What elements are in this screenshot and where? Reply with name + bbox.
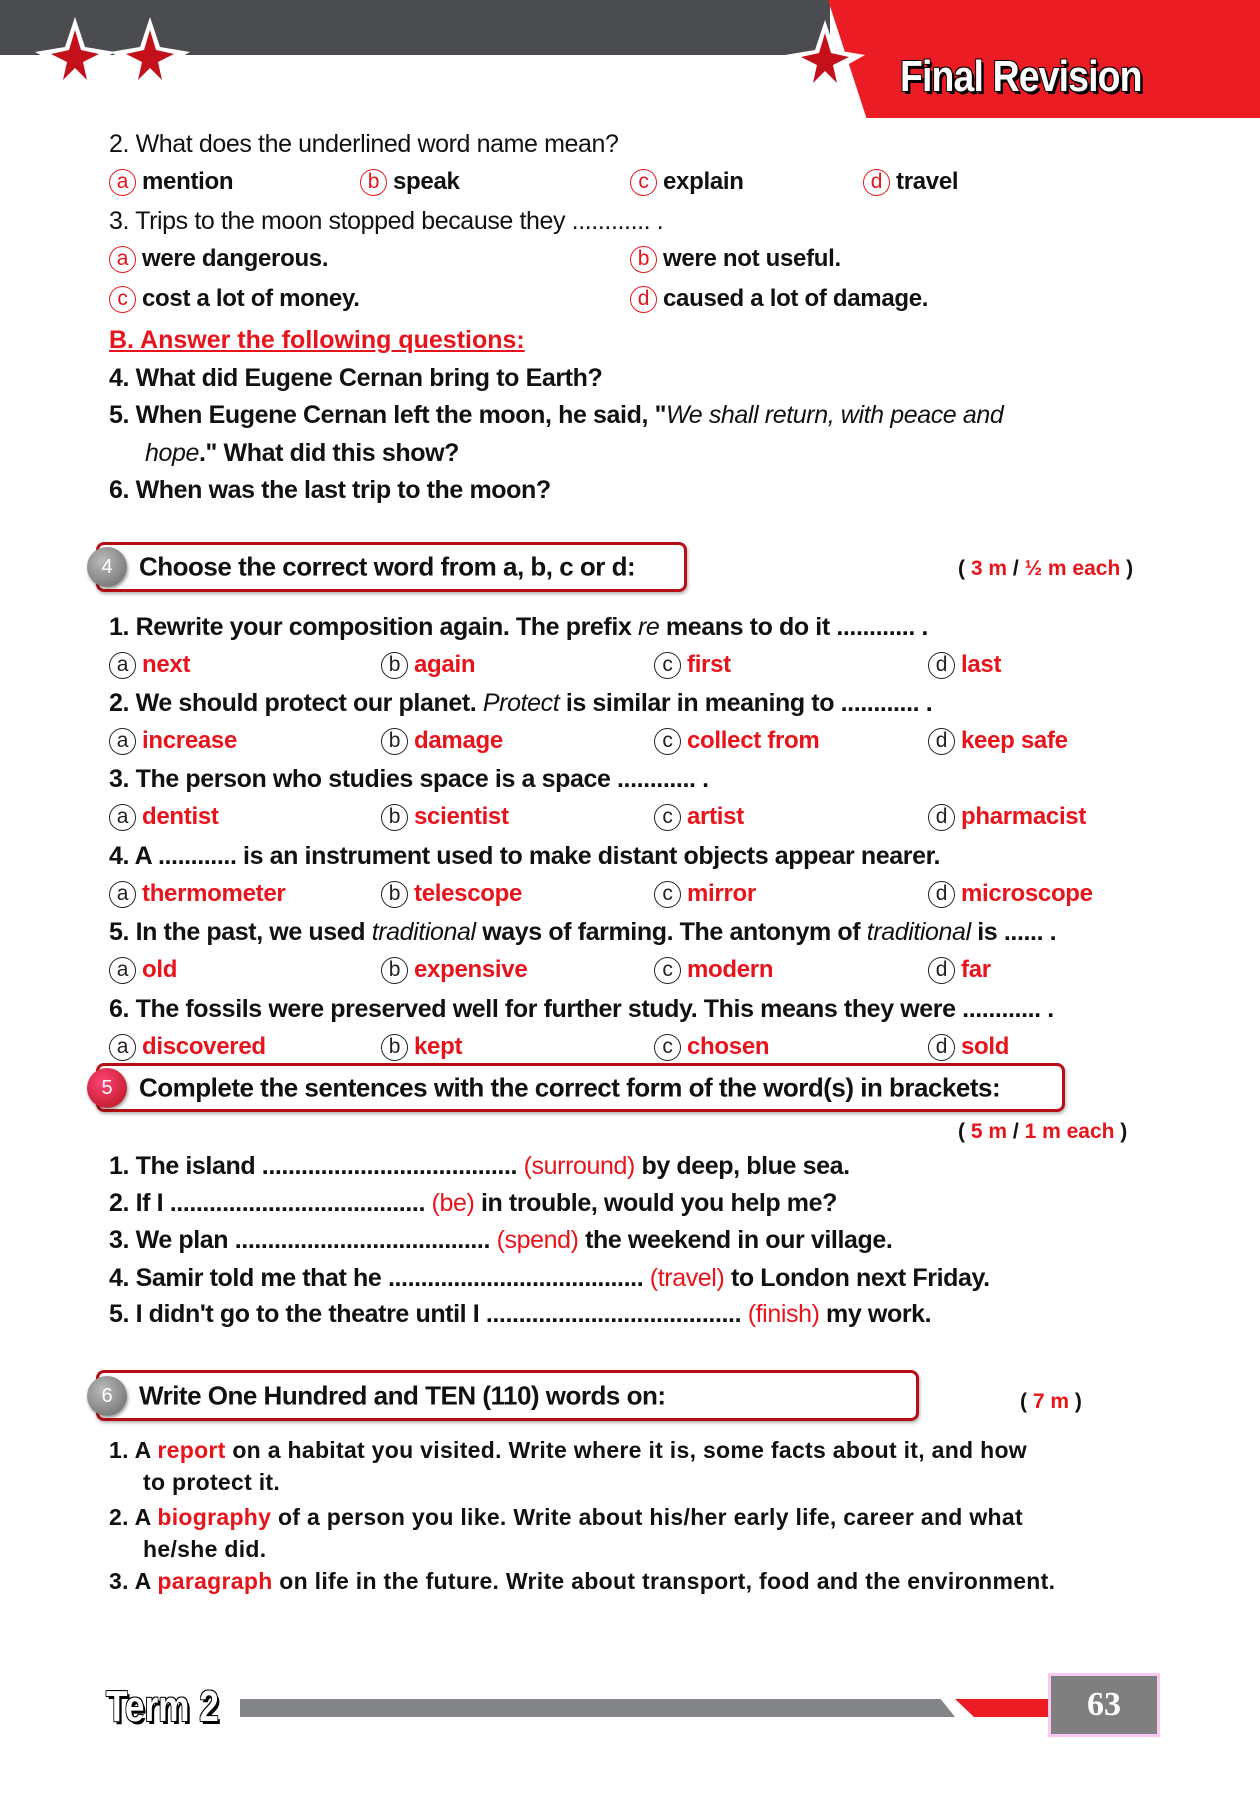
option-d[interactable] <box>928 727 1068 755</box>
footer-grey-bar <box>240 1699 955 1717</box>
option-b[interactable] <box>630 245 841 273</box>
bracket-word: (travel) <box>649 1264 725 1292</box>
option-text: caused a lot of damage. <box>663 285 929 312</box>
question-text: 6. The fossils were preserved well for further study. This means they were ............ . <box>109 995 1054 1023</box>
section-5-marks: ( 5 m / 1 m each ) <box>958 1120 1128 1143</box>
option-text: mention <box>142 168 234 195</box>
option-b[interactable] <box>381 1033 462 1061</box>
writing-topic-2 <box>109 1504 1023 1531</box>
writing-topic-1 <box>109 1437 1027 1464</box>
option-text: increase <box>142 727 238 754</box>
option-text: first <box>687 651 731 678</box>
question-2 <box>109 689 932 718</box>
option-letter-b: b <box>381 1034 408 1061</box>
bracket-word: (finish) <box>747 1300 820 1328</box>
option-text: keep safe <box>961 727 1068 754</box>
option-c[interactable] <box>654 651 731 679</box>
section-title: Choose the correct word from a, b, c or d: <box>139 551 636 582</box>
option-letter-d: d <box>928 804 955 831</box>
question-3 <box>109 765 709 794</box>
option-a[interactable] <box>109 956 177 984</box>
option-c[interactable] <box>109 285 360 313</box>
sentence-text: to London next Friday. <box>730 1264 990 1292</box>
option-letter-d: d <box>928 728 955 755</box>
q5-text: ." What did this show? <box>199 439 459 467</box>
option-text: modern <box>687 956 774 983</box>
writing-topic-cont: to protect it. <box>143 1469 281 1495</box>
question-2: 2. What does the underlined word name mean? <box>109 130 619 158</box>
option-letter-b: b <box>381 881 408 908</box>
question-text: 3. The person who studies space is a space ............ . <box>109 765 709 793</box>
option-b[interactable] <box>381 956 527 984</box>
question-5 <box>109 918 1056 947</box>
option-b[interactable] <box>360 168 460 196</box>
option-text: cost a lot of money. <box>142 285 360 312</box>
part-b-heading: B. Answer the following questions: <box>109 326 525 354</box>
option-text: explain <box>663 168 744 195</box>
option-text: dentist <box>142 803 219 830</box>
option-b[interactable] <box>381 727 503 755</box>
topic-number: 1. A <box>109 1437 158 1463</box>
option-c[interactable] <box>654 880 756 908</box>
option-d[interactable] <box>928 651 1001 679</box>
option-a[interactable] <box>109 1033 266 1061</box>
option-text: were not useful. <box>663 245 841 272</box>
option-letter-a: a <box>109 957 136 984</box>
option-letter-b: b <box>381 728 408 755</box>
option-letter-a: a <box>109 728 136 755</box>
question-italic-word: traditional <box>371 918 476 946</box>
question-text: 1. Rewrite your composition again. The prefix <box>109 613 638 641</box>
option-b[interactable] <box>381 880 522 908</box>
option-text: thermometer <box>142 880 286 907</box>
page-number-box <box>1048 1673 1160 1737</box>
option-text: microscope <box>961 880 1093 907</box>
option-letter-b: b <box>381 652 408 679</box>
bracket-word: (surround) <box>523 1152 635 1180</box>
question-text: means to do it ............ . <box>659 613 928 641</box>
option-text: telescope <box>414 880 523 907</box>
option-text: sold <box>961 1033 1010 1060</box>
q5-quote: We shall return, with peace and <box>666 401 1004 429</box>
option-letter-c: c <box>654 1034 681 1061</box>
option-text: expensive <box>414 956 528 983</box>
option-letter-b: b <box>381 957 408 984</box>
sentence-text: in trouble, would you help me? <box>480 1189 838 1217</box>
option-letter-a: a <box>109 169 136 196</box>
option-a[interactable] <box>109 168 233 196</box>
option-text: were dangerous. <box>142 245 329 272</box>
option-d[interactable] <box>863 168 958 196</box>
option-b[interactable] <box>381 803 509 831</box>
option-c[interactable] <box>630 168 744 196</box>
option-text: scientist <box>414 803 509 830</box>
option-text: mirror <box>687 880 756 907</box>
option-d[interactable] <box>928 1033 1009 1061</box>
sentence-5 <box>109 1300 931 1329</box>
option-letter-a: a <box>109 804 136 831</box>
option-text: old <box>142 956 178 983</box>
option-c[interactable] <box>654 727 819 755</box>
option-letter-a: a <box>109 1034 136 1061</box>
option-text: next <box>142 651 191 678</box>
option-letter-c: c <box>109 286 136 313</box>
header-title: Final Revision <box>900 52 1142 101</box>
section-6-marks: ( 7 m ) <box>1020 1390 1082 1413</box>
option-letter-c: c <box>654 652 681 679</box>
section-6-header <box>96 1370 919 1421</box>
sentence-text: 3. We plan ....................................... <box>109 1226 491 1254</box>
sentence-text: 4. Samir told me that he ....................................... <box>109 1264 644 1292</box>
option-letter-c: c <box>654 804 681 831</box>
option-a[interactable] <box>109 880 285 908</box>
footer-red-bar <box>955 1699 1050 1717</box>
question-5-cont <box>145 439 459 468</box>
option-text: artist <box>687 803 744 830</box>
question-text: is similar in meaning to ............ . <box>559 689 933 717</box>
section-number-badge: 6 <box>87 1376 127 1416</box>
sentence-1 <box>109 1152 850 1181</box>
section-title: Complete the sentences with the correct form of the word(s) in brackets: <box>139 1072 1001 1102</box>
option-text: kept <box>414 1033 463 1060</box>
topic-number: 3. A <box>109 1568 158 1594</box>
writing-topic-3 <box>109 1568 1055 1595</box>
option-text: again <box>414 651 476 678</box>
option-letter-a: a <box>109 652 136 679</box>
option-a[interactable] <box>109 803 219 831</box>
option-text: damage <box>414 727 503 754</box>
option-letter-c: c <box>654 957 681 984</box>
question-text: is ...... . <box>970 918 1057 946</box>
bracket-word: (spend) <box>496 1226 579 1254</box>
option-d[interactable] <box>928 880 1093 908</box>
option-letter-c: c <box>654 881 681 908</box>
question-3: 3. Trips to the moon stopped because they ............ . <box>109 207 664 235</box>
question-4: 4. What did Eugene Cernan bring to Earth? <box>109 364 603 392</box>
sentence-text: my work. <box>826 1300 932 1328</box>
option-letter-d: d <box>928 652 955 679</box>
section-4-header <box>96 542 687 592</box>
section-number-badge: 5 <box>87 1068 127 1108</box>
option-letter-d: d <box>928 957 955 984</box>
option-a[interactable] <box>109 245 328 273</box>
section-title: Write One Hundred and TEN (110) words on: <box>139 1380 666 1410</box>
topic-kind: paragraph <box>157 1568 273 1594</box>
option-text: collect from <box>687 727 820 754</box>
sentence-text: 2. If I ....................................... <box>109 1189 425 1217</box>
option-text: discovered <box>142 1033 266 1060</box>
topic-text: of a person you like. Write about his/her early life, career and what <box>271 1504 1023 1530</box>
option-text: last <box>961 651 1002 678</box>
sentence-3 <box>109 1226 892 1255</box>
option-text: chosen <box>687 1033 770 1060</box>
star-icon <box>775 15 875 105</box>
question-text: 5. In the past, we used <box>109 918 372 946</box>
question-6: 6. When was the last trip to the moon? <box>109 476 551 504</box>
topic-text: on a habitat you visited. Write where it is, some facts about it, and how <box>225 1437 1027 1463</box>
writing-topic-cont: he/she did. <box>143 1536 267 1562</box>
option-d[interactable] <box>630 285 928 313</box>
question-1 <box>109 613 928 642</box>
option-text: speak <box>393 168 460 195</box>
topic-text: on life in the future. Write about transport, food and the environment. <box>272 1568 1056 1594</box>
option-letter-a: a <box>109 881 136 908</box>
sentence-text: by deep, blue sea. <box>641 1152 850 1180</box>
sentence-text: the weekend in our village. <box>585 1226 893 1254</box>
option-c[interactable] <box>654 956 773 984</box>
sentence-text: 5. I didn't go to the theatre until I ....................................... <box>109 1300 742 1328</box>
option-b[interactable] <box>381 651 475 679</box>
page-number: 63 <box>1087 1686 1121 1723</box>
question-text: 4. A ............ is an instrument used to make distant objects appear nearer. <box>109 842 941 870</box>
sentence-text: 1. The island ....................................... <box>109 1152 518 1180</box>
footer-term-label: Term 2 <box>106 1682 219 1731</box>
question-italic-word: traditional <box>866 918 971 946</box>
question-text: 2. We should protect our planet. <box>109 689 483 717</box>
option-letter-c: c <box>654 728 681 755</box>
option-c[interactable] <box>654 1033 769 1061</box>
question-6 <box>109 995 1054 1024</box>
question-5 <box>109 401 1003 430</box>
option-letter-a: a <box>109 246 136 273</box>
section-5-header <box>96 1063 1065 1112</box>
option-text: travel <box>896 168 959 195</box>
option-text: far <box>961 956 991 983</box>
option-d[interactable] <box>928 803 1086 831</box>
question-italic-word: re <box>637 613 660 641</box>
question-4 <box>109 842 940 871</box>
option-letter-d: d <box>863 169 890 196</box>
option-letter-c: c <box>630 169 657 196</box>
option-c[interactable] <box>654 803 744 831</box>
bracket-word: (be) <box>431 1189 475 1217</box>
topic-kind: report <box>157 1437 226 1463</box>
question-text: ways of farming. The antonym of <box>475 918 867 946</box>
option-letter-d: d <box>928 1034 955 1061</box>
section-4-marks: ( 3 m / ½ m each ) <box>958 557 1134 580</box>
section-number-badge: 4 <box>87 547 127 587</box>
question-italic-word: Protect <box>482 689 560 717</box>
option-a[interactable] <box>109 651 190 679</box>
option-letter-d: d <box>630 286 657 313</box>
topic-number: 2. A <box>109 1504 158 1530</box>
sentence-4 <box>109 1264 990 1293</box>
sentence-2 <box>109 1189 837 1218</box>
option-a[interactable] <box>109 727 237 755</box>
option-text: pharmacist <box>961 803 1087 830</box>
topic-kind: biography <box>157 1504 272 1530</box>
q5-text: 5. When Eugene Cernan left the moon, he said, " <box>109 401 667 429</box>
option-letter-b: b <box>381 804 408 831</box>
option-letter-b: b <box>630 246 657 273</box>
stars-icon <box>25 12 205 102</box>
option-d[interactable] <box>928 956 991 984</box>
option-letter-b: b <box>360 169 387 196</box>
q5-quote: hope <box>145 439 200 467</box>
option-letter-d: d <box>928 881 955 908</box>
